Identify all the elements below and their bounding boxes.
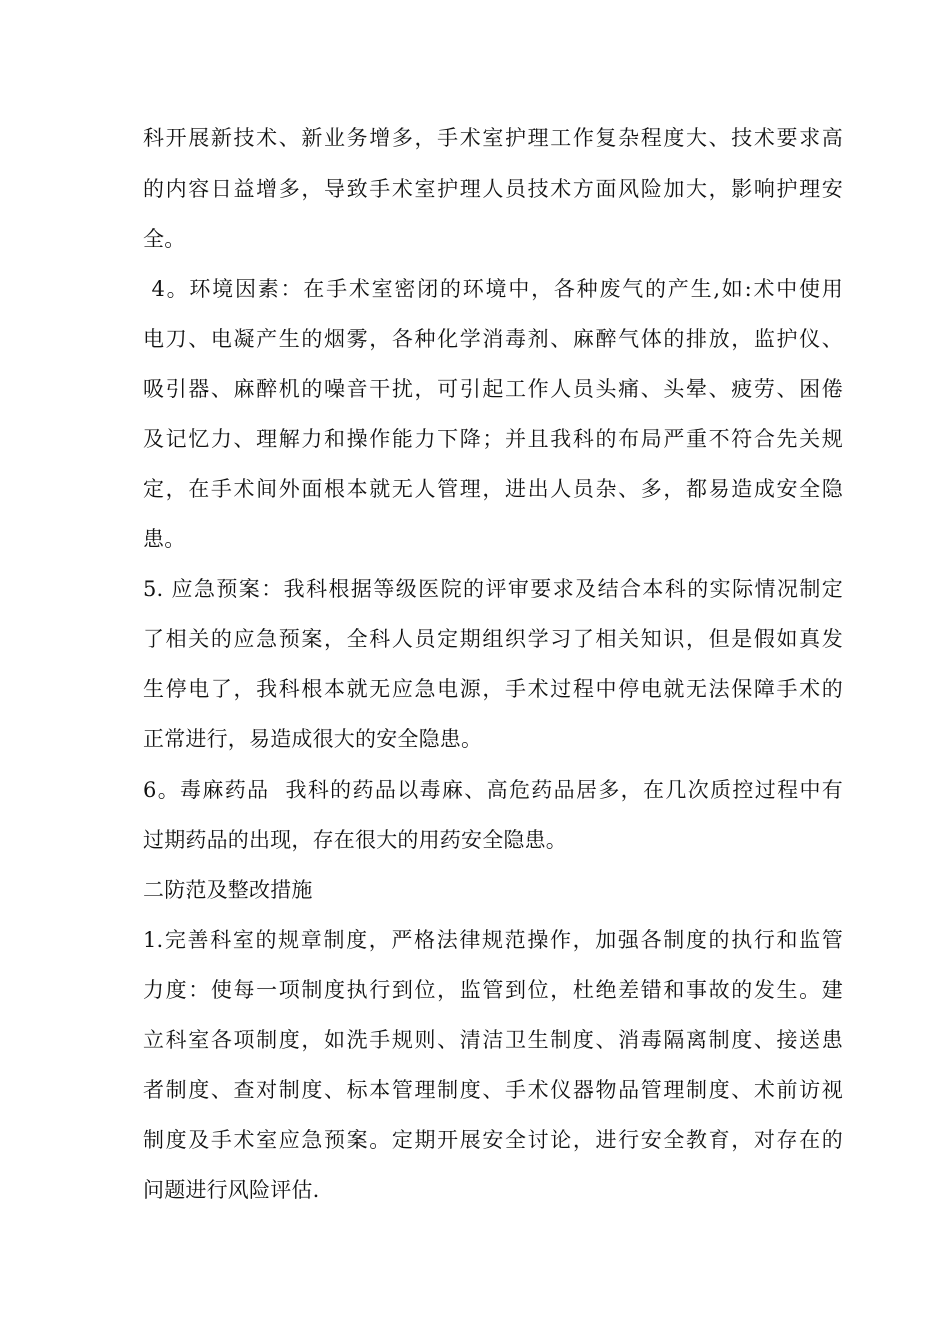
text-line: 吸引器、麻醉机的噪音干扰，可引起工作人员头痛、头晕、疲劳、困倦 xyxy=(143,377,843,401)
text-line: 1.完善科室的规章制度，严格法律规范操作，加强各制度的执行和监管 xyxy=(143,928,843,952)
text-line: 科开展新技术、新业务增多，手术室护理工作复杂程度大、技术要求高 xyxy=(143,126,843,150)
text-line: 生停电了，我科根本就无应急电源，手术过程中停电就无法保障手术的 xyxy=(143,677,843,701)
text-line: 5. 应急预案：我科根据等级医院的评审要求及结合本科的实际情况制定 xyxy=(143,577,843,601)
text-line: 正常进行，易造成很大的安全隐患。 xyxy=(143,727,483,751)
text-line: 力度：使每一项制度执行到位，监管到位，杜绝差错和事故的发生。建 xyxy=(143,978,843,1002)
text-line: 患。 xyxy=(143,527,186,551)
text-line: 定，在手术间外面根本就无人管理，进出人员杂、多，都易造成安全隐 xyxy=(143,477,843,501)
text-line: 了相关的应急预案，全科人员定期组织学习了相关知识，但是假如真发 xyxy=(143,627,843,651)
text-line: 的内容日益增多，导致手术室护理人员技术方面风险加大，影响护理安 xyxy=(143,177,843,201)
text-line: 问题进行风险评估. xyxy=(143,1178,320,1202)
text-line: 制度及手术室应急预案。定期开展安全讨论，进行安全教育，对存在的 xyxy=(143,1128,843,1152)
text-line: 电刀、电凝产生的烟雾，各种化学消毒剂、麻醉气体的排放，监护仪、 xyxy=(143,327,843,351)
text-line: 4。环境因素：在手术室密闭的环境中，各种废气的产生,如:术中使用 xyxy=(143,277,843,301)
text-line: 6。毒麻药品 我科的药品以毒麻、高危药品居多，在几次质控过程中有 xyxy=(143,778,843,802)
section-heading: 二防范及整改措施 xyxy=(143,878,313,902)
text-line: 全。 xyxy=(143,227,186,251)
text-line: 及记忆力、理解力和操作能力下降；并且我科的布局严重不符合先关规 xyxy=(143,427,843,451)
text-line: 过期药品的出现，存在很大的用药安全隐患。 xyxy=(143,828,567,852)
text-line: 者制度、查对制度、标本管理制度、手术仪器物品管理制度、术前访视 xyxy=(143,1078,843,1102)
text-line: 立科室各项制度，如洗手规则、清洁卫生制度、消毒隔离制度、接送患 xyxy=(143,1028,843,1052)
